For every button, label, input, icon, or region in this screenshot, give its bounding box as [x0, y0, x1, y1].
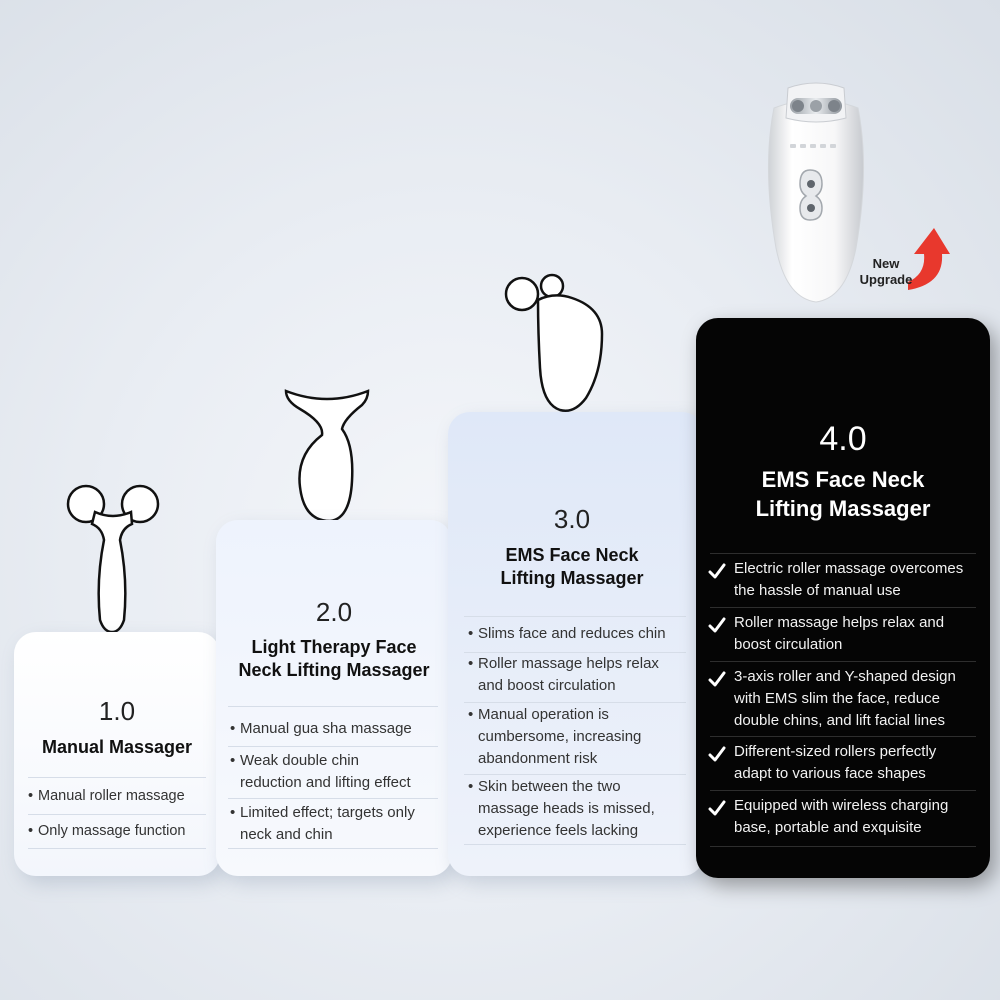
check-icon	[708, 745, 726, 763]
bullet-item: • Manual operation is cumbersome, increasing abandonment risk	[468, 706, 642, 767]
check-icon	[708, 616, 726, 634]
bullet-item: Roller massage helps relax and boost circulation	[734, 614, 945, 653]
bullet-item: Different-sized rollers perfectly adapt to various face shapes	[734, 743, 937, 782]
roller-massager-icon	[62, 480, 164, 636]
card-2-0	[216, 520, 452, 876]
ems-massager-icon	[502, 272, 608, 414]
card-4-0	[696, 318, 990, 878]
version-label: 4.0	[819, 420, 867, 458]
check-icon	[708, 562, 726, 580]
card-1-0	[14, 632, 220, 876]
badge-line2: Upgrade	[859, 272, 913, 288]
bullet-item: • Only massage function	[28, 823, 186, 839]
bullet-item: Equipped with wireless charging base, portable and exquisite	[734, 797, 949, 836]
badge-line1: New	[872, 256, 900, 271]
check-icon	[708, 670, 726, 688]
card-title: EMS Face Neck Lifting Massager	[500, 545, 644, 589]
version-label: 1.0	[98, 696, 136, 726]
card-title: EMS Face Neck Lifting Massager	[755, 467, 931, 521]
gua-sha-massager-icon	[282, 383, 372, 525]
check-icon	[708, 799, 726, 817]
bullet-item: • Skin between the two massage heads is missed, experience feels lacking	[468, 778, 655, 839]
bullet-item: • Slims face and reduces chin	[468, 625, 666, 642]
new-upgrade-label	[846, 256, 926, 289]
bullet-item: • Manual gua sha massage	[230, 720, 412, 737]
card-title: Light Therapy Face Neck Lifting Massager	[238, 637, 430, 681]
bullet-item: 3-axis roller and Y-shaped design with EMS slim the face, reduce double chins, and lift facial lines	[734, 668, 956, 729]
bullet-item: • Manual roller massage	[28, 788, 185, 804]
version-label: 3.0	[553, 504, 591, 534]
card-title: Manual Massager	[41, 737, 193, 757]
card-3-0	[448, 412, 704, 876]
bullet-item: • Limited effect; targets only neck and chin	[230, 804, 415, 843]
bullet-item: • Roller massage helps relax and boost circulation	[468, 655, 659, 694]
version-label: 2.0	[315, 597, 353, 627]
bullet-item: Electric roller massage overcomes the hassle of manual use	[734, 560, 964, 599]
bullet-item: • Weak double chin reduction and lifting effect	[230, 752, 411, 791]
